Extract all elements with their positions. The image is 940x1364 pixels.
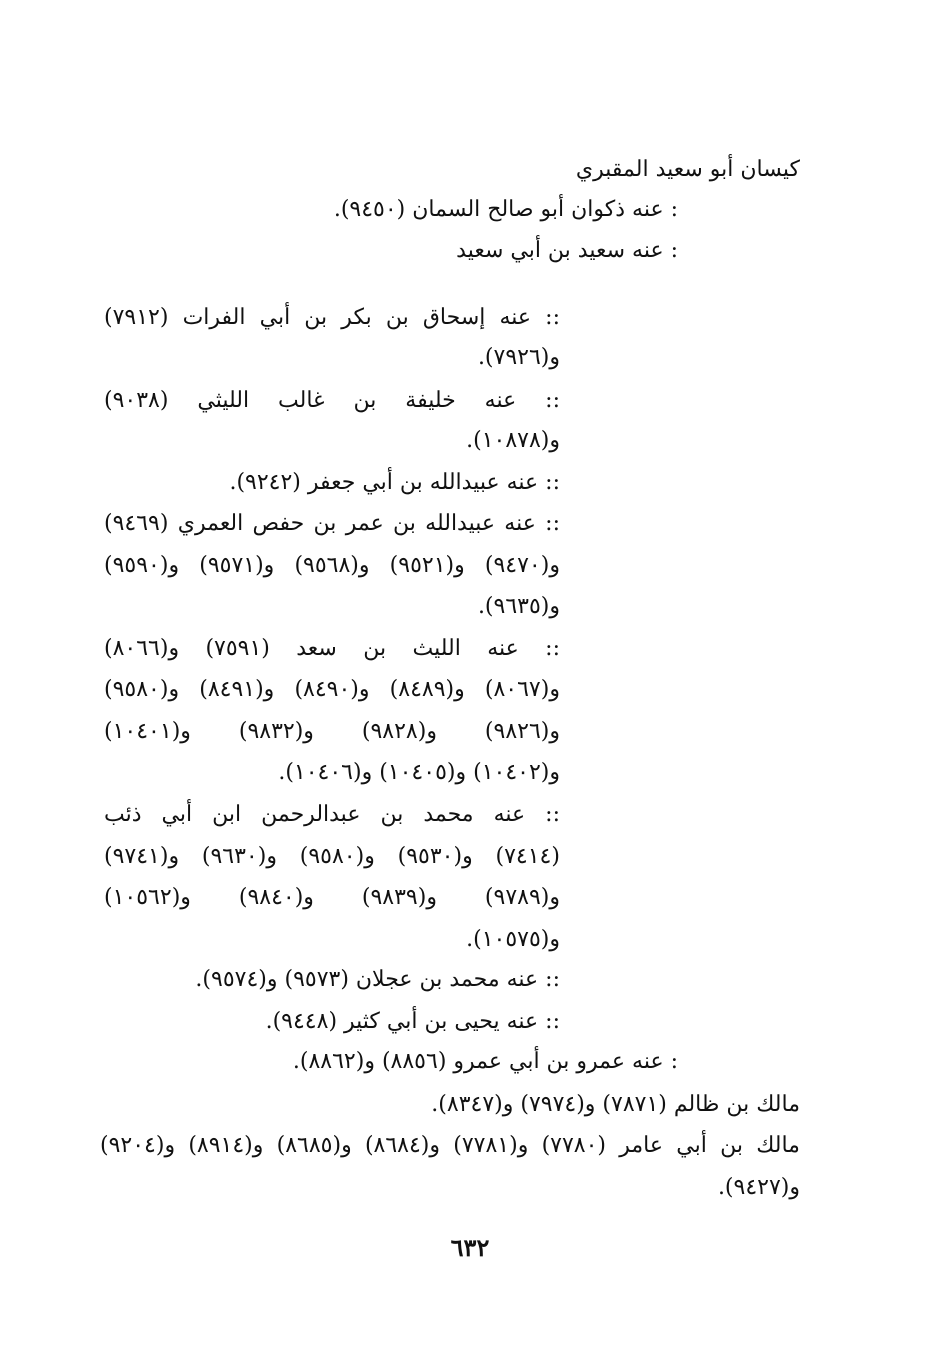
sub-narrator-line: :: عنه إسحاق بن بكر بن أبي الفرات (٧٩١٢) bbox=[104, 305, 560, 330]
continuation-line: و(١٠٥٧٥). bbox=[466, 927, 560, 952]
page-number: ٦٣٢ bbox=[450, 1233, 490, 1262]
entry-heading-kaysan: كيسان أبو سعيد المقبري bbox=[575, 157, 800, 182]
continuation-line: (٧٤١٤) و(٩٥٣٠) و(٩٥٨٠) و(٩٦٣٠) و(٩٧٤١) bbox=[104, 844, 560, 869]
sub-narrator-line: :: عنه محمد بن عبدالرحمن ابن أبي ذئب bbox=[104, 802, 560, 827]
continuation-line: و(٨٠٦٧) و(٨٤٨٩) و(٨٤٩٠) و(٨٤٩١) و(٩٥٨٠) bbox=[104, 677, 560, 702]
continuation-line: و(٩٤٢٧). bbox=[717, 1175, 800, 1200]
continuation-line: و(٩٤٧٠) و(٩٥٢١) و(٩٥٦٨) و(٩٥٧١) و(٩٥٩٠) bbox=[104, 553, 560, 578]
continuation-line: و(٩٨٢٦) و(٩٨٢٨) و(٩٨٣٢) و(١٠٤٠١) bbox=[104, 719, 560, 744]
entry-heading-malik-amir: مالك بن أبي عامر (٧٧٨٠) و(٧٧٨١) و(٨٦٨٤) و(٨٦٨٥) و(٨٩١٤) و(٩٢٠٤) bbox=[100, 1133, 800, 1158]
sub-narrator-line: :: عنه عبيدالله بن أبي جعفر (٩٢٤٢). bbox=[229, 470, 560, 495]
narrator-line: : عنه سعيد بن أبي سعيد bbox=[456, 238, 678, 263]
narrator-line: : عنه عمرو بن أبي عمرو (٨٨٥٦) و(٨٨٦٢). bbox=[292, 1049, 678, 1074]
narrator-line: : عنه ذكوان أبو صالح السمان (٩٤٥٠). bbox=[333, 197, 678, 222]
continuation-line: و(١٠٤٠٢) و(١٠٤٠٥) و(١٠٤٠٦). bbox=[278, 760, 560, 785]
sub-narrator-line: :: عنه عبيدالله بن عمر بن حفص العمري (٩٤٦٩) bbox=[104, 511, 560, 536]
sub-narrator-line: :: عنه خليفة بن غالب الليثي (٩٠٣٨) bbox=[104, 388, 560, 413]
continuation-line: و(٩٦٣٥). bbox=[477, 594, 560, 619]
sub-narrator-line: :: عنه محمد بن عجلان (٩٥٧٣) و(٩٥٧٤). bbox=[195, 967, 560, 992]
entry-heading-malik-zalim: مالك بن ظالم (٧٨٧١) و(٧٩٧٤) و(٨٣٤٧). bbox=[431, 1092, 800, 1117]
sub-narrator-line: :: عنه الليث بن سعد (٧٥٩١) و(٨٠٦٦) bbox=[104, 636, 560, 661]
sub-narrator-line: :: عنه يحيى بن أبي كثير (٩٤٤٨). bbox=[265, 1009, 560, 1034]
continuation-line: و(٩٧٨٩) و(٩٨٣٩) و(٩٨٤٠) و(١٠٥٦٢) bbox=[104, 885, 560, 910]
continuation-line: و(١٠٨٧٨). bbox=[466, 428, 560, 453]
continuation-line: و(٧٩٢٦). bbox=[477, 345, 560, 370]
